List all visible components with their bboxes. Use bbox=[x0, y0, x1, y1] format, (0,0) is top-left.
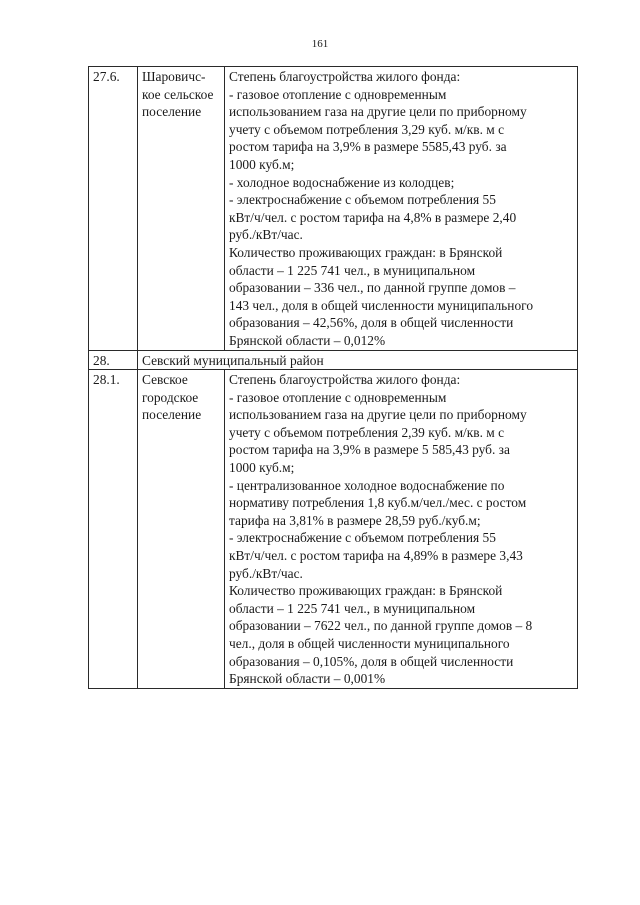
row-number: 28.1. bbox=[89, 370, 138, 689]
improvement-description bbox=[225, 67, 578, 351]
description-line: учету с объемом потребления 2,39 куб. м/кв. м с bbox=[229, 424, 505, 440]
row-number: 27.6. bbox=[89, 67, 138, 351]
page-number: 161 bbox=[311, 38, 329, 50]
description-line: 1000 куб.м; bbox=[229, 156, 295, 172]
description-line: кВт/ч/чел. с ростом тарифа на 4,89% в размере 3,43 bbox=[229, 548, 523, 564]
table-row bbox=[89, 370, 578, 689]
description-line: области – 1 225 741 чел., в муниципальном bbox=[229, 600, 476, 616]
description-line: - газовое отопление с одновременным bbox=[229, 389, 447, 405]
description-line: тарифа на 3,81% в размере 28,59 руб./куб.м; bbox=[229, 512, 481, 528]
description-line: образования – 0,105%, доля в общей численности bbox=[229, 653, 514, 669]
description-line: 1000 куб.м; bbox=[229, 460, 295, 476]
description-line: Количество проживающих граждан: в Брянской bbox=[229, 583, 503, 599]
description-line: Степень благоустройства жилого фонда: bbox=[229, 69, 461, 84]
description-line: - электроснабжение с объемом потребления 55 bbox=[229, 192, 496, 208]
description-line: области – 1 225 741 чел., в муниципальном bbox=[229, 262, 476, 278]
description-line: кВт/ч/чел. с ростом тарифа на 4,8% в размере 2,40 bbox=[229, 209, 517, 225]
settlement-name-line: поселение bbox=[142, 104, 202, 120]
description-line: - электроснабжение с объемом потребления 55 bbox=[229, 530, 496, 546]
description-line: Степень благоустройства жилого фонда: bbox=[229, 372, 461, 388]
settlements-table bbox=[88, 66, 578, 689]
description-line: руб./кВт/час. bbox=[229, 227, 303, 243]
description-line: 143 чел., доля в общей численности муниципального bbox=[229, 297, 534, 313]
row-number: 28. bbox=[89, 350, 138, 370]
description-line: образовании – 7622 чел., по данной группе домов – 8 bbox=[229, 618, 533, 634]
improvement-description bbox=[225, 370, 578, 689]
description-line: чел., доля в общей численности муниципального bbox=[229, 636, 510, 651]
description-line: ростом тарифа на 3,9% в размере 5 585,43 руб. за bbox=[229, 442, 510, 458]
description-line: ростом тарифа на 3,9% в размере 5585,43 руб. за bbox=[229, 139, 507, 155]
description-line: нормативу потребления 1,8 куб.м/чел./мес. с ростом bbox=[229, 495, 527, 511]
settlement-name-line: поселение bbox=[142, 407, 202, 423]
description-line: Брянской области – 0,001% bbox=[229, 671, 386, 687]
description-line: использованием газа на другие цели по приборному bbox=[229, 407, 527, 423]
settlement-name-line: Севское bbox=[142, 372, 188, 388]
table-row bbox=[89, 350, 578, 370]
description-line: Количество проживающих граждан: в Брянской bbox=[229, 244, 503, 260]
description-line: образовании – 336 чел., по данной группе домов – bbox=[229, 280, 516, 296]
description-line: - холодное водоснабжение из колодцев; bbox=[229, 174, 455, 190]
settlement-name bbox=[138, 370, 225, 689]
district-title: Севский муниципальный район bbox=[138, 350, 578, 370]
settlement-name-line: Шаровичс- bbox=[142, 69, 206, 84]
description-line: руб./кВт/час. bbox=[229, 565, 303, 581]
description-line: Брянской области – 0,012% bbox=[229, 332, 386, 348]
description-line: - газовое отопление с одновременным bbox=[229, 86, 447, 102]
settlement-name bbox=[138, 67, 225, 351]
description-line: использованием газа на другие цели по приборному bbox=[229, 104, 527, 120]
description-line: - централизованное холодное водоснабжение по bbox=[229, 477, 505, 493]
table-row bbox=[89, 67, 578, 351]
description-line: учету с объемом потребления 3,29 куб. м/кв. м с bbox=[229, 121, 505, 137]
settlement-name-line: кое сельское bbox=[142, 86, 214, 102]
settlement-name-line: городское bbox=[142, 389, 199, 405]
description-line: образования – 42,56%, доля в общей численности bbox=[229, 315, 514, 331]
